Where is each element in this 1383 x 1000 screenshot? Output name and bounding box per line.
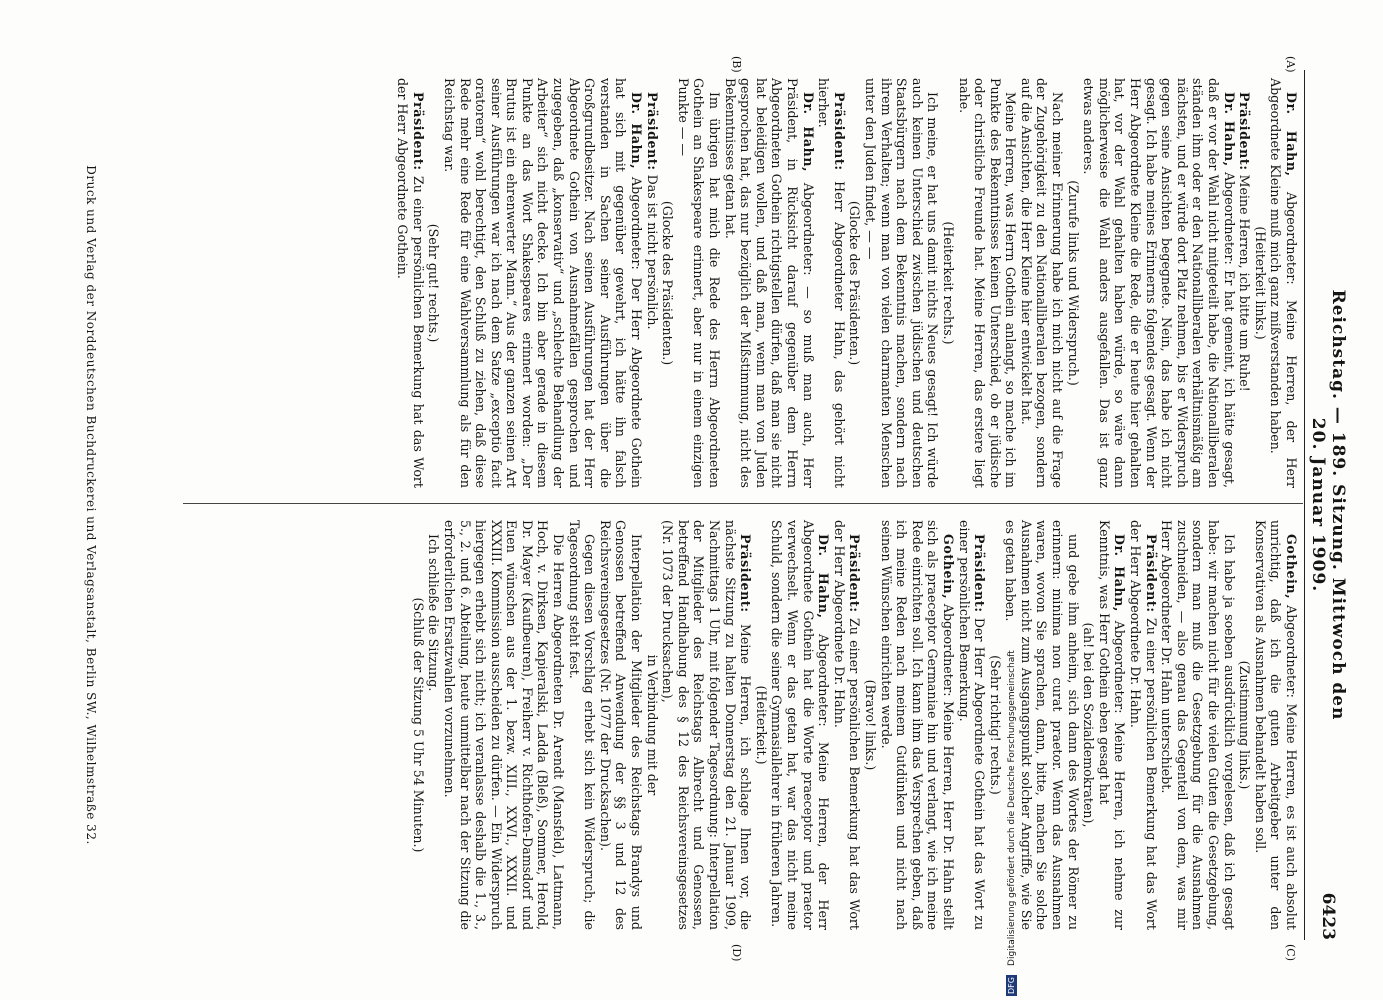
- margin-marker-d: (D): [730, 944, 743, 962]
- left-column: [395, 78, 1299, 488]
- paragraph-text: Ich schließe die Sitzung.: [426, 534, 442, 692]
- stage-direction: [753, 520, 769, 930]
- speaker-name: Dr. Hahn,: [629, 92, 645, 170]
- dfg-logo: DFG: [1007, 977, 1016, 994]
- margin-marker-a: (A): [1284, 56, 1297, 73]
- page-number: 6423: [1318, 892, 1338, 940]
- paragraph-text: Meine Herren, ich bitte um Ruhe!: [1237, 174, 1253, 392]
- paragraph-text: Die Herren Abgeordneten Dr. Arendt (Mansfeld), Lattmann, Hoch, v. Dirksen, Kapieralski, Ladda (Bleß), Sommer, Herold, Dr. Mayer (Kaufbeuren), Freiherr v. Richthofen-Damsdorf und Euen wünschen aus der 1. bezw. XIII., XXVI., XXXII. und XXXIII. Kommission ausscheiden zu dürfen. — Ein Widerspruch hiergegen erhebt sich nicht; ich veranlasse deshalb die 1., 3., 5., 2. und 6. Abteilung, heute unmittelbar nach der Sitzung die erforderlichen Ersatzwahlen vorzunehmen.: [441, 520, 567, 930]
- paragraph-text: (Zurufe links und Widerspruch.): [1065, 180, 1081, 386]
- paragraph: [1159, 520, 1237, 930]
- speaker-name: Präsident:: [972, 534, 988, 613]
- paragraph-text: Abgeordneter: Meine Herren, der Herr Abgeordnete Gothein hat die Worte praeceptor und praetor verwechselt. Wenn er das getan hat, war das nicht meine Schuld, sondern die seiner Gymnasiallehrer in früheren Jahren.: [769, 520, 832, 930]
- paragraph: [644, 78, 660, 488]
- paragraph: [1127, 520, 1158, 930]
- margin-marker-b: (B): [730, 56, 743, 73]
- paragraph-text: in Verbindung mit der: [644, 654, 660, 796]
- speaker-name: Gothein,: [1284, 534, 1299, 600]
- paragraph: [1252, 520, 1299, 930]
- paragraph: [426, 520, 442, 930]
- paragraph: [597, 520, 644, 930]
- stage-direction: [1252, 78, 1268, 488]
- stage-direction: [1081, 520, 1097, 930]
- stage-direction: [940, 78, 956, 488]
- paragraph: [1096, 520, 1127, 930]
- paragraph-text: Gegen diesen Vorschlag erhebt sich kein Widerspruch; die Tagesordnung steht fest.: [566, 520, 598, 930]
- stage-direction: [1065, 78, 1081, 488]
- speaker-name: Dr. Hahn,: [1284, 92, 1299, 177]
- paragraph: [862, 78, 940, 488]
- paragraph-text: Abgeordneter: Meine Herren, der Herr Abgeordnete Kleine muß mich ganz mißverstanden haben.: [1268, 78, 1299, 488]
- paragraph-text: Zu einer persönlichen Bemerkung hat das Wort der Herr Abgeordnete Dr. Hahn.: [1128, 520, 1159, 930]
- stage-direction: [1237, 520, 1253, 930]
- stage-direction: [644, 520, 660, 930]
- paragraph: [769, 520, 831, 930]
- side-credit-label: Digitalisierung gefördert durch die Deutsche Forschungsgemeinschaft: [1007, 650, 1017, 966]
- paragraph: [1018, 78, 1065, 488]
- speaker-name: Präsident:: [831, 92, 847, 171]
- paragraph-text: (Heiterkeit links.): [1252, 226, 1268, 340]
- paragraph-text: (Heiterkeit rechts.): [940, 221, 956, 345]
- paragraph-text: Abgeordneter: — so muß man auch, Herr Präsident, in Rücksicht darauf gegenüber dem Herrn Abgeordneten Gothein richtigstellen dürfen, daß man sie nicht hat beleidigen wollen, und daß man, wenn man von Juden gesprochen hat, das nur bezüglich der Mißstimmung, nicht des Bekenntnisses getan hat.: [722, 78, 816, 489]
- speaker-name: Dr. Hahn,: [816, 534, 832, 619]
- paragraph-text: (Bravo! links.): [862, 679, 878, 771]
- paragraph-text: (Zustimmung links.): [1237, 660, 1253, 790]
- paragraph-text: Ich meine, er hat uns damit nichts Neues gesagt! Ich würde auch keinen Unterschied zwischen jüdischen und deutschen Staatsbürgern nach dem Bekenntnis machen, sondern nach ihrem Verhalten; wenn man von vielen charmanten Menschen unter den Juden findet, — —: [862, 78, 941, 488]
- paragraph-text: Im übrigen hat mich die Rede des Herrn Abgeordneten Gothein an Shakespeare erinnert, aber nur in einem einzigen Punkte — —: [675, 78, 723, 488]
- paragraph-text: Interpellation der Mitglieder des Reichstags Brandys und Genossen betreffend Anwendung der §§ 3 und 12 des Reichsvereinsgesetzes (Nr. 1077 der Drucksachen).: [597, 520, 645, 930]
- paragraph: [441, 520, 566, 930]
- side-strip: [995, 0, 1015, 1000]
- speaker-name: Dr. Hahn,: [800, 92, 816, 173]
- speaker-name: Präsident:: [644, 92, 660, 171]
- column-divider: [183, 503, 1303, 504]
- paragraph: [722, 78, 816, 488]
- speaker-name: Präsident:: [847, 534, 863, 613]
- paragraph-text: Meine Herren, was Herrn Gothein anlangt, so mache ich im Punkte des Bekenntnisses keinen Unterschied, ob er jüdische oder christliche Freunde hat. Meine Herren, das erstere liegt nahe.: [956, 78, 1019, 488]
- paragraph-text: Abgeordneter: Meine Herren, es ist auch absolut unrichtig, daß ich die guten Arbeitgeber unter den Konservativen als Ausnahmen behandelt haben soll.: [1252, 520, 1299, 930]
- stage-direction: [410, 520, 426, 930]
- stage-direction: [862, 520, 878, 930]
- paragraph-text: (Sehr gut! rechts.): [426, 223, 442, 343]
- paragraph: [956, 520, 987, 930]
- paragraph-text: (Schluß der Sitzung 5 Uhr 54 Minuten.): [410, 597, 426, 853]
- paragraph-text: Das ist nicht persönlich.: [644, 174, 660, 330]
- speaker-name: Präsident:: [1237, 92, 1253, 171]
- paragraph-text: (Glocke des Präsidenten.): [660, 200, 676, 366]
- stage-direction: [847, 78, 863, 488]
- paragraph: [1268, 78, 1299, 488]
- speaker-name: Präsident:: [410, 92, 426, 171]
- speaker-name: Dr. Hahn,: [1221, 92, 1237, 167]
- paragraph-text: (Sehr richtig! rechts.): [987, 655, 1003, 795]
- speaker-name: Dr. Hahn,: [1112, 534, 1128, 613]
- paragraph: [878, 520, 956, 930]
- paragraph: [660, 520, 754, 930]
- header-rule: [1304, 70, 1305, 940]
- paragraph-text: Zu einer persönlichen Bemerkung hat das Wort der Herr Abgeordnete Dr. Hahn.: [831, 520, 863, 930]
- paragraph-text: Abgeordneter: Er hat gemeint, ich hätte gesagt, daß er vor der Wahl nicht mitgeteilt habe, die Nationalliberalen ständen ihm oder er den Nationalliberalen verhältnismäßig am nächsten, und er würde dort Platz nehmen, bis er Widerspruch gegen seine Ansichten begegnete. Nein, das habe ich nicht gesagt. Ich habe meines Erinnerns folgendes gesagt. Wenn der Herr Abgeordnete Kleine die Rede, die er heute hier gehalten hat, vor der Wahl gehalten haben würde, so wäre dann möglicherweise die Wahl anders ausgefallen. Das ist ganz etwas anderes.: [1081, 78, 1237, 488]
- speaker-name: Präsident:: [738, 534, 754, 613]
- paragraph-text: Abgeordneter: Meine Herren, Herr Dr. Hahn stellt sich als praeceptor Germaniae hin und verlangt, wie ich meine Rede einrichten soll. Ich kann ihm das Versprechen geben, daß ich meine Reden nach meinem Gutdünken und nicht nach seinen Wünschen einrichten werde.: [878, 520, 956, 930]
- paragraph: [1081, 78, 1237, 488]
- right-column: [410, 520, 1299, 930]
- page-header: [1308, 70, 1348, 940]
- paragraph: [566, 520, 597, 930]
- paragraph-text: Herr Abgeordneter Hahn, das gehört nicht hierher.: [816, 78, 847, 488]
- paragraph-text: (Glocke des Präsidenten.): [847, 200, 863, 366]
- stage-direction: [660, 78, 676, 488]
- running-title: Reichstag. — 189. Sitzung. Mittwoch den 20. Januar 1909.: [1308, 289, 1348, 721]
- stage-direction: [426, 78, 442, 488]
- paragraph-text: Der Herr Abgeordnete Gothein hat das Wort zu einer persönlichen Bemerkung.: [956, 520, 988, 930]
- paragraph-text: (Heiterkeit.): [753, 685, 769, 765]
- margin-marker-c: (C): [1284, 944, 1297, 961]
- paragraph-text: Zu einer persönlichen Bemerkung hat das Wort der Herr Abgeordnete Gothein.: [395, 78, 426, 488]
- paragraph-text: (ah! bei den Sozialdemokraten),: [1081, 622, 1097, 828]
- side-credit: [999, 650, 1018, 996]
- paragraph-text: Abgeordneter: Meine Herren, ich nehme zur Kenntnis, was Herr Gothein eben gesagt hat: [1096, 520, 1128, 931]
- speaker-name: Präsident:: [1143, 534, 1159, 613]
- paragraph-text: Ich habe ja soeben ausdrücklich vorgelesen, daß ich gesagt habe: wir machen nicht für die vielen Guten die Gesetzgebung, sondern man muß die Gesetzgebung für die Ausnahmen zuschneiden, — also genau das Gegenteil von dem, was mir Herr Abgeordneter Dr. Hahn unterschiebt.: [1159, 520, 1237, 930]
- paragraph-text: und gebe ihm anheim, sich dann des Wortes der Römer zu erinnern: minima non curat praetor. Wenn das Ausnahmen waren, wovon Sie sprachen, dann, bitte, machen Sie solche Ausnahmen nicht zum Ausgangspunkt solcher Angriffe, wie Sie es getan haben.: [1003, 520, 1081, 930]
- paragraph-text: Nach meiner Erinnerung habe ich mich nicht auf die Frage der Zugehörigkeit zu den Nationalliberalen bezogen, sondern auf die Ansichten, die Herr Kleine hier entwickelt hat.: [1018, 78, 1066, 488]
- paragraph: [816, 78, 847, 488]
- paragraph: [1237, 78, 1253, 488]
- paragraph-text: Abgeordneter: Der Herr Abgeordnete Gothein hat sich mit gegenüber gewehrt, ich hätte ihn falsch verstanden in Sachen seiner Ausführungen über die Großgrundbesitzer. Nach seinen Ausführungen hat der Herr Abgeordnete Gothein von Ausnahmefällen gesprochen und zugegeben, daß „konservativ“ und „schlechte Behandlung der Arbeiter“ sich nicht decke. Ich bin aber gerade in diesem Punkte an das Wort Shakespeares erinnert worden: „Der Brutus ist ein ehrenwerter Mann.“ Aus der ganzen seinen Art seiner Ausführungen war ich nach dem Satze „exceptio facit oratorem“ wohl berechtigt, den Schluß zu ziehen, daß diese Rede mehr eine Rede für eine Wahlversammlung als für den Reichstag war.: [441, 78, 645, 488]
- paragraph: [441, 78, 644, 488]
- printer-imprint: Druck und Verlag der Norddeutschen Buchdruckerei und Verlagsanstalt, Berlin SW., Wilhelmstraße 32.: [84, 165, 98, 845]
- paragraph-text: Meine Herren, ich schlage Ihnen vor, die nächste Sitzung zu halten Donnerstag den 21. Januar 1909, Nachmittags 1 Uhr, mit folgender Tagesordnung: Interpellation der Mitglieder des Reichstags Albrecht und Genossen, betreffend Handhabung des § 12 des Reichsvereinsgesetzes (Nr. 1073 der Drucksachen),: [660, 520, 754, 930]
- paragraph: [831, 520, 862, 930]
- paragraph: [675, 78, 722, 488]
- speaker-name: Gothein,: [940, 534, 956, 600]
- paragraph: [395, 78, 426, 488]
